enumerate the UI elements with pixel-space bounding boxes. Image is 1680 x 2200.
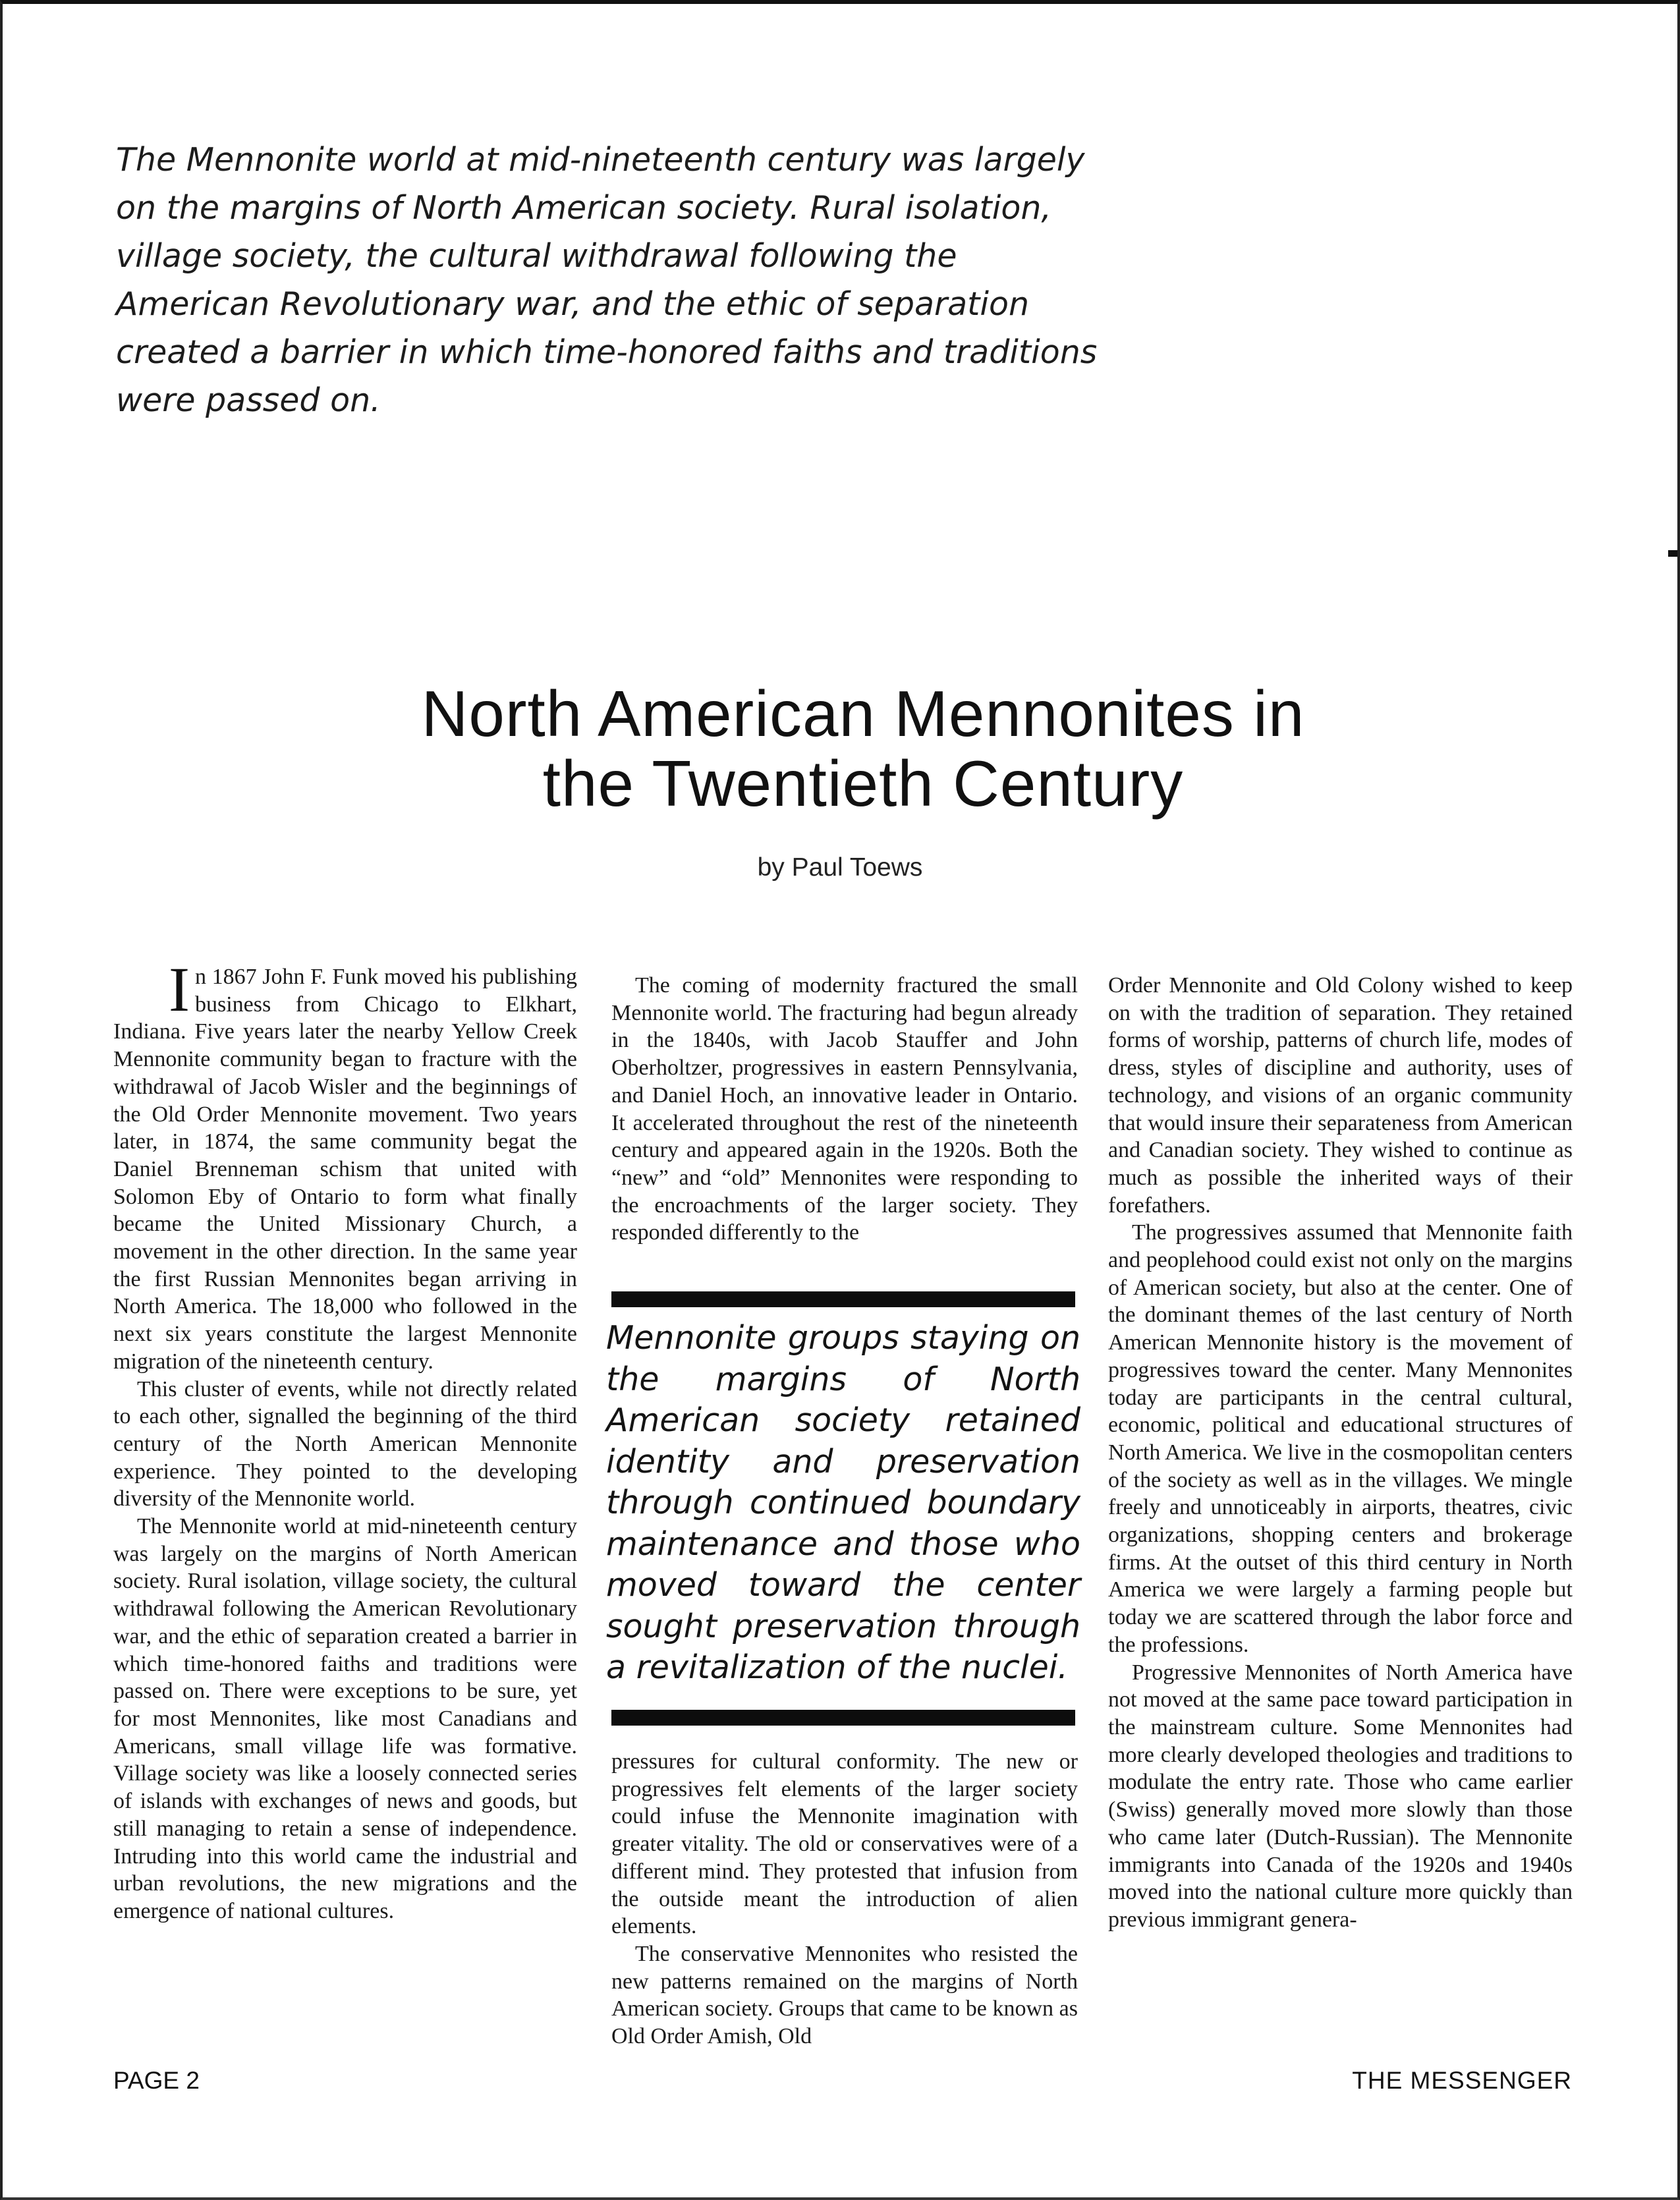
paragraph: The coming of modernity fractured the small Mennonite world. The fracturing had begun already in the 1840s, with Jacob Stauffer and John Oberholtzer, progressives in eastern Pennsylvania, and Daniel Hoch, an innovative leader in Ontario. It accelerated throughout the rest of the nineteenth century and appeared again in the 1920s. Both the “new” and “old” Mennonites were responding to the encroachments of the larger society. They responded differently to the (611, 973, 1078, 1245)
paragraph: pressures for cultural conformity. The new or progressives felt elements of the larger society could infuse the Mennonite imagination with greater vitality. The old or conservatives were of a different mind. They protested that infusion from the outside meant the introduction of alien elements. (611, 1749, 1078, 1939)
column-1 (113, 954, 577, 1925)
article-title (250, 679, 1476, 818)
column-2-bottom (611, 1748, 1078, 2050)
paragraph (113, 954, 577, 1376)
scan-mark (1668, 550, 1677, 557)
intro-quote (116, 136, 1104, 424)
byline: by Paul Toews (757, 853, 923, 882)
paragraph: Progressive Mennonites of North America have not moved at the same pace toward participation in the mainstream culture. Some Mennonites had more clearly developed theologies and traditions to modulate the entry rate. Those who came earlier (Swiss) generally moved more slowly than those who came later (Dutch-Russian). The Mennonite immigrants into Canada of the 1920s and 1940s moved into the national culture more quickly than previous immigrant genera- (1108, 1660, 1573, 1932)
intro-text: The Mennonite world at mid-nineteenth century was largely on the margins of North American society. Rural isolation, village society, the cultural withdrawal following the American Revolutionary war, and the ethic of separation created a barrier in which time-honored faiths and traditions were passed on. (116, 141, 1098, 419)
paragraph: The progressives assumed that Mennonite faith and peoplehood could exist not only on the margins of American society, but also at the center. One of the dominant themes of the last century of North American Mennonite history is the movement of progressives toward the center. Many Mennonites today are participants in the central cultural, economic, political and educational structures of North America. We live in the cosmopolitan centers of the society as well as in the villages. We mingle freely and unnoticeably in airports, theatres, civic organizations, shopping centers and brokerage firms. At the outset of this third century in North America we were largely a farming people but today we are scattered through the labor force and the professions. (1108, 1220, 1573, 1657)
paragraph: Order Mennonite and Old Colony wished to keep on with the tradition of separation. They retained forms of worship, patterns of church life, modes of dress, styles of discipline and authority, uses of technology, and visions of an organic community that would insure their separateness from American and Canadian society. They wished to continue as much as possible the inherited ways of their forefathers. (1108, 973, 1573, 1218)
publication-name: THE MESSENGER (1352, 2067, 1572, 2094)
column-3 (1108, 972, 1573, 1934)
paragraph: This cluster of events, while not directly related to each other, signalled the beginning of the third century of the North American Mennonite experience. They pointed to the developing diversity of the Mennonite world. (113, 1376, 577, 1511)
page-number: PAGE 2 (113, 2067, 200, 2094)
pullquote-bottom-rule (611, 1710, 1075, 1726)
title-line-2: the Twentieth Century (542, 747, 1184, 820)
title-line-1: North American Mennonites in (421, 677, 1305, 750)
column-2-top (611, 972, 1078, 1247)
paragraph: The Mennonite world at mid-nineteenth century was largely on the margins of North American society. Rural isolation, village society, the cultural withdrawal following the American Revolutionary war, and the ethic of separation created a barrier in which time-honored faiths and traditions were passed on. There were exceptions to be sure, yet for most Mennonites, like most Canadians and Americans, small village life was formative. Village society was like a loosely connected series of islands with exchanges of news and goods, but still managing to retain a sense of independence. Intruding into this world came the industrial and urban revolutions, the new migrations and the emergence of national cultures. (113, 1514, 577, 1923)
paragraph: The conservative Mennonites who resisted the new patterns remained on the margins of North American society. Groups that came to be known as Old Order Amish, Old (611, 1941, 1078, 2049)
paragraph-text: n 1867 John F. Funk moved his publishing business from Chicago to Elkhart, Indiana. Five years later the nearby Yellow Creek Mennonite community began to fracture with the withdrawal of Jacob Wisler and the beginnings of the Old Order Mennonite movement. Two years later, in 1874, the same community begat the Daniel Brenneman schism that united with Solomon Eby of Ontario to form what finally became the United Missionary Church, a movement in the other direction. In the same year the first Russian Mennonites began arriving in North America. The 18,000 who followed in the next six years constitute the largest Mennonite migration of the nineteenth century. (113, 965, 577, 1374)
pullquote-top-rule (611, 1291, 1075, 1307)
drop-cap: I (169, 954, 190, 1025)
pull-quote: Mennonite groups staying on the margins of North American society retained identity and preservation through continued boundary maintenance and those who moved toward the center sought preservation through a revitalization of the nuclei. (606, 1319, 1080, 1686)
